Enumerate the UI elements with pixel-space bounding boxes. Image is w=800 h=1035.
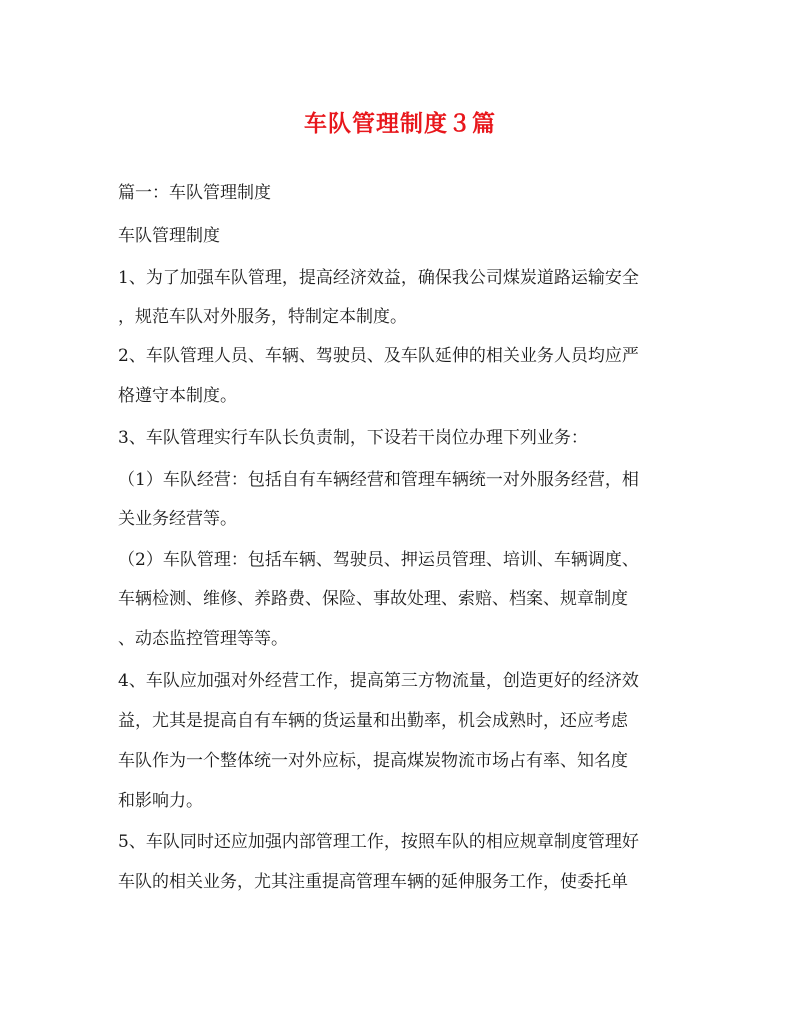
text-line: 益，尤其是提高自有车辆的货运量和出勤率，机会成熟时，还应考虑 bbox=[118, 711, 628, 731]
text-line: 3、车队管理实行车队长负责制，下设若干岗位办理下列业务： bbox=[118, 428, 588, 448]
text-line: 车队管理制度 bbox=[118, 226, 220, 246]
text-line: 、动态监控管理等等。 bbox=[118, 629, 288, 649]
text-line: 和影响力。 bbox=[118, 791, 203, 811]
text-line: 1、为了加强车队管理，提高经济效益，确保我公司煤炭道路运输安全 bbox=[118, 268, 639, 288]
text-line: 篇一：车队管理制度 bbox=[118, 183, 271, 203]
text-line: 车队作为一个整体统一对外应标，提高煤炭物流市场占有率、知名度 bbox=[118, 751, 628, 771]
text-line: 4、车队应加强对外经营工作，提高第三方物流量，创造更好的经济效 bbox=[118, 671, 639, 691]
text-line: 2、车队管理人员、车辆、驾驶员、及车队延伸的相关业务人员均应严 bbox=[118, 346, 639, 366]
text-line: 关业务经营等。 bbox=[118, 509, 237, 529]
text-line: （1）车队经营：包括自有车辆经营和管理车辆统一对外服务经营，相 bbox=[118, 470, 639, 490]
text-line: 5、车队同时还应加强内部管理工作，按照车队的相应规章制度管理好 bbox=[118, 832, 639, 852]
text-line: 车队的相关业务，尤其注重提高管理车辆的延伸服务工作，使委托单 bbox=[118, 872, 628, 892]
text-line: 车辆检测、维修、养路费、保险、事故处理、索赔、档案、规章制度 bbox=[118, 589, 628, 609]
document-title: 车队管理制度３篇 bbox=[304, 110, 496, 137]
text-line: （2）车队管理：包括车辆、驾驶员、押运员管理、培训、车辆调度、 bbox=[118, 550, 639, 570]
text-line: 格遵守本制度。 bbox=[118, 386, 237, 406]
text-line: ，规范车队对外服务，特制定本制度。 bbox=[118, 307, 407, 327]
